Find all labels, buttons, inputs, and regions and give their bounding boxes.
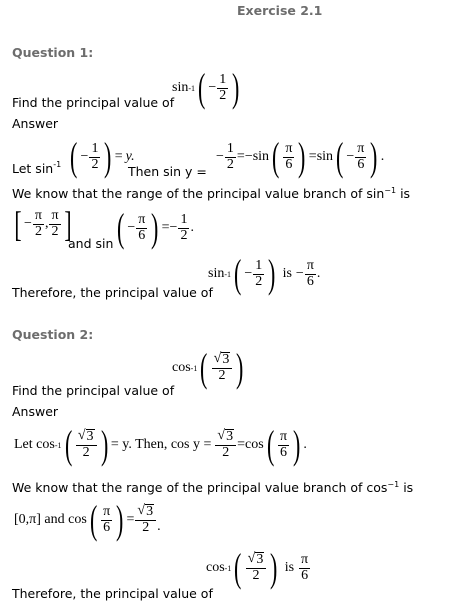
q2-range-text: We know that the range of the principal value branch of $\cos^{-1}$ is — [12, 480, 414, 496]
q2-let-line: Let cos -1 ( √ 3 2 ) = y. Then, cos y = √ 3 2 = cos ( $\frac{\pi}{6}$ ) . — [14, 422, 307, 467]
q1-result: sin -1 ( − $\frac{1}{2}$ ) is − $\frac{\pi}{6}$ . — [208, 251, 321, 296]
q2-result: cos -1 ( √ 3 2 ) is $\frac{\pi}{6}$ — [206, 545, 309, 590]
q1-sin-value: ( − $\frac{\pi}{6}$ ) = − $\frac{1}{2}$ . — [116, 205, 194, 250]
q2-prompt: Find the principal value of — [12, 383, 175, 398]
sin-fn: sin — [172, 80, 189, 95]
q2-expression: cos -1 ( √ 3 2 ) — [172, 345, 244, 390]
q1-prompt: Find the principal value of — [12, 95, 175, 110]
question-1-title: Question 1: — [12, 45, 94, 60]
q1-range-text: We know that the range of the principal value branch of $\sin^{-1}$ is — [12, 186, 411, 202]
q2-range-line: [0,π] and cos ( $\frac{\pi}{6}$ ) = √ 3 2 . — [14, 497, 161, 542]
exercise-heading: Exercise 2.1 — [237, 3, 323, 18]
q1-and-sin: and sin — [68, 236, 114, 251]
q1-then-expression: − $\frac{1}{2}$ = − sin ( $\frac{\pi}{6}$ ) = sin ( − $\frac{\pi}{6}$ ) . — [216, 134, 385, 179]
q1-range-interval: [ − $\frac{\pi}{2}$ , $\frac{\pi}{2}$ ] — [14, 204, 72, 244]
fraction: $\frac{1}{2}$ — [219, 71, 227, 103]
q1-let-line: Let sin $^{-1}$ ( − $\frac{1}{2}$ ) = y. — [12, 134, 135, 179]
q1-expression: sin -1 ( − $\frac{1}{2}$ ) — [172, 65, 240, 110]
q1-answer-label: Answer — [12, 116, 59, 131]
q1-therefore: Therefore, the principal value of — [12, 285, 213, 300]
q2-answer-label: Answer — [12, 404, 59, 419]
q2-therefore-cut: Therefore, the principal value of — [12, 586, 213, 601]
q1-then-text: Then sin y = — [128, 164, 207, 179]
question-2-title: Question 2: — [12, 327, 94, 342]
